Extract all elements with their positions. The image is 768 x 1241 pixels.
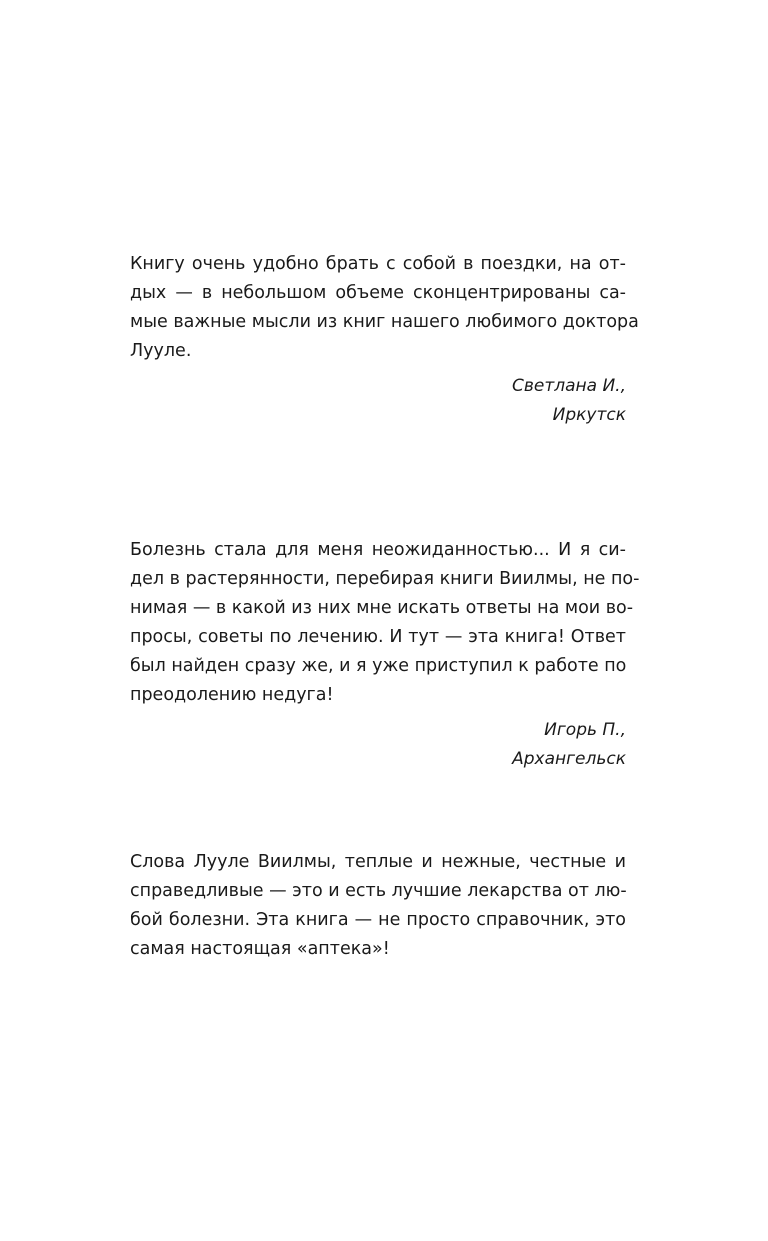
text-line: преодолению недуга!	[130, 685, 334, 705]
review-text	[130, 536, 640, 710]
author-city: Иркутск	[552, 405, 626, 425]
text-line: был найден сразу же, и я уже приступил к работе по	[130, 656, 627, 676]
review-svetlana	[130, 250, 639, 430]
review-anonymous	[130, 848, 626, 964]
text-line: Лууле.	[130, 341, 192, 361]
review-attribution	[130, 716, 626, 774]
text-line: просы, советы по лечению. И тут — эта книга! Ответ	[130, 627, 626, 647]
text-line: справедливые — это и есть лучшие лекарства от лю-	[130, 881, 627, 901]
review-text	[130, 848, 626, 964]
review-text	[130, 250, 639, 366]
author-name: Игорь П.,	[544, 720, 626, 740]
author-name: Светлана И.,	[512, 376, 626, 396]
review-igor	[130, 536, 640, 774]
text-line: Болезнь стала для меня неожиданностью... И я си-	[130, 540, 626, 560]
review-attribution	[130, 372, 626, 430]
text-line: мые важные мысли из книг нашего любимого доктора	[130, 312, 639, 332]
text-line: Слова Лууле Виилмы, теплые и нежные, честные и	[130, 852, 626, 872]
text-line: дел в растерянности, перебирая книги Виилмы, не по-	[130, 569, 640, 589]
author-city: Архангельск	[512, 749, 626, 769]
text-line: бой болезни. Эта книга — не просто справочник, это	[130, 910, 626, 930]
text-line: самая настоящая «аптека»!	[130, 939, 390, 959]
text-line: нимая — в какой из них мне искать ответы на мои во-	[130, 598, 634, 618]
text-line: дых — в небольшом объеме сконцентрированы са-	[130, 283, 626, 303]
book-page	[130, 0, 640, 1241]
text-line: Книгу очень удобно брать с собой в поездки, на от-	[130, 254, 626, 274]
